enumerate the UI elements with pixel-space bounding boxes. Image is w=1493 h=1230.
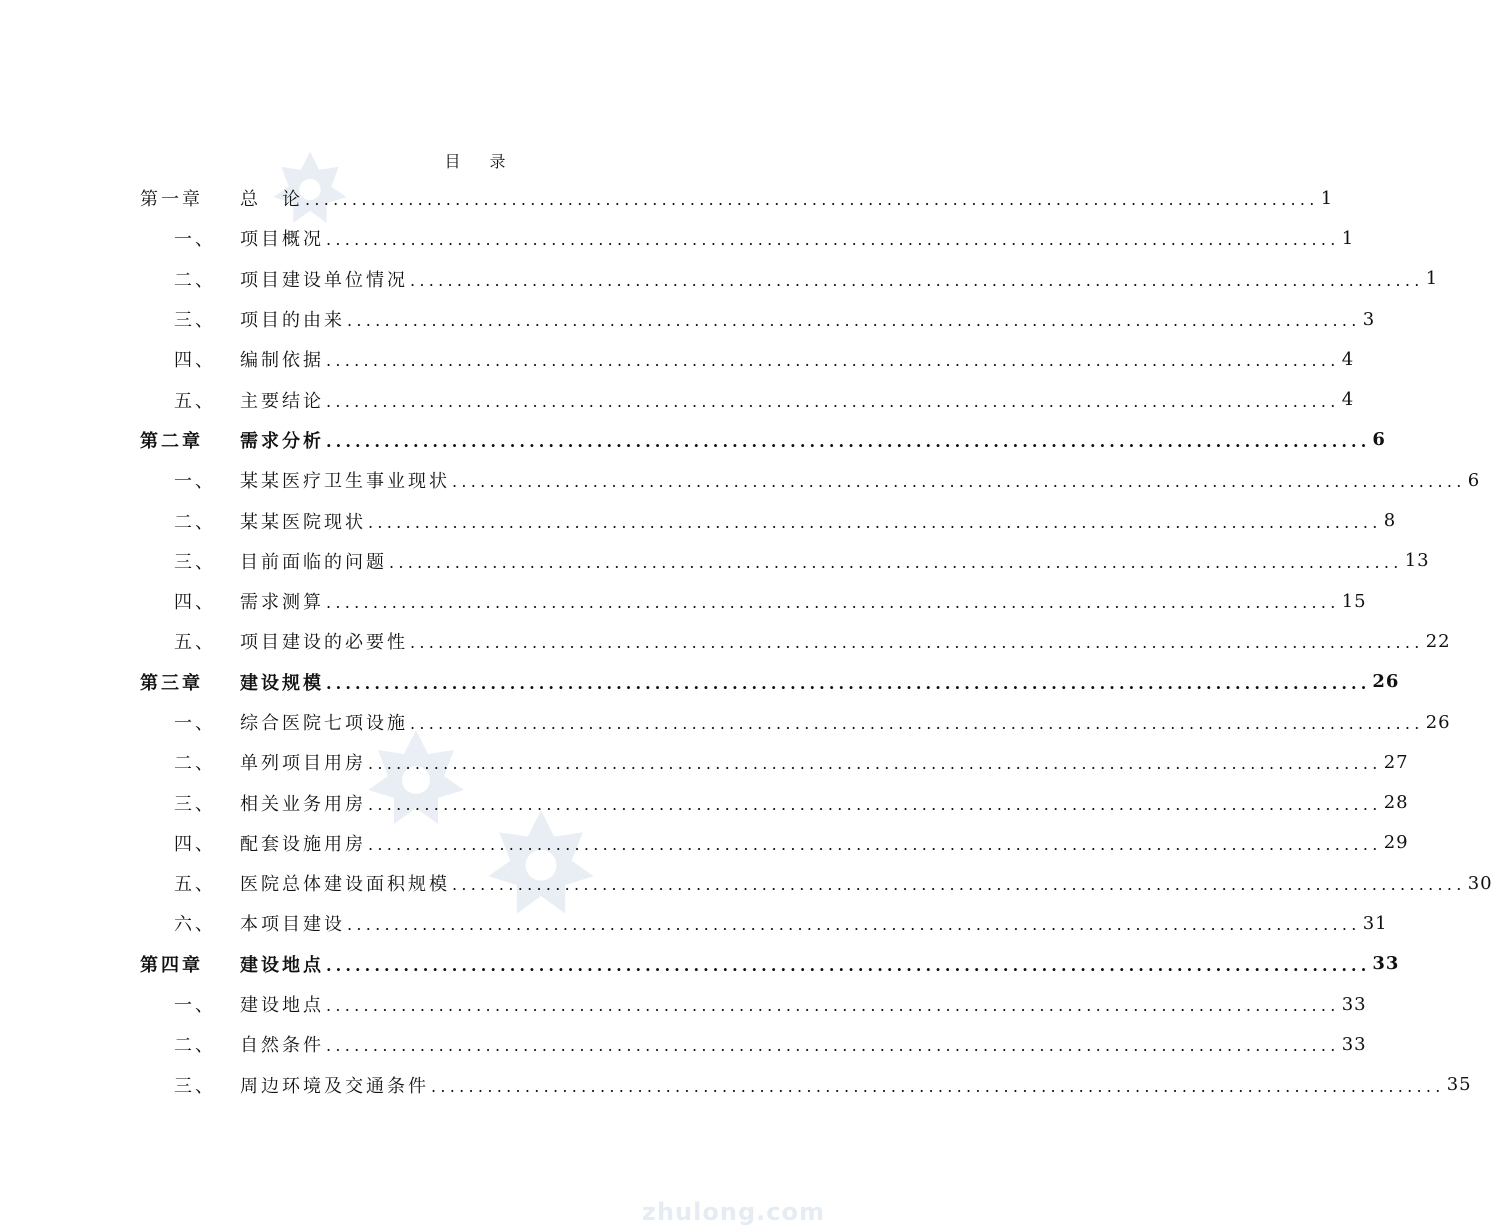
toc-entry-title: 建设规模	[240, 672, 324, 694]
toc-leader-dots: ............................................................................................................	[326, 230, 1340, 250]
toc-chapter-entry[interactable]	[140, 420, 1386, 460]
toc-entry-number: 五、	[174, 632, 216, 654]
toc-entry-title: 主要结论	[240, 390, 324, 412]
toc-leader-dots: ............................................................................................................	[452, 472, 1466, 492]
toc-title: 目 录	[444, 152, 518, 171]
toc-section-entry[interactable]	[140, 339, 1355, 379]
toc-section-entry[interactable]	[140, 259, 1439, 299]
toc-entry-number: 第二章	[140, 430, 203, 452]
toc-entry-number: 四、	[174, 833, 216, 855]
toc-entry-title: 本项目建设	[240, 914, 345, 936]
toc-page-number: 33	[1341, 993, 1367, 1015]
toc-leader-dots: ............................................................................................................	[326, 955, 1371, 975]
toc-page-number: 6	[1467, 469, 1481, 491]
toc-entry-title: 项目的由来	[240, 310, 345, 332]
toc-entry-title: 单列项目用房	[240, 753, 366, 775]
toc-entry-number: 五、	[174, 390, 216, 412]
toc-entry-title: 建设地点	[240, 995, 324, 1017]
toc-section-entry[interactable]	[140, 621, 1451, 661]
toc-leader-dots: ............................................................................................................	[410, 270, 1424, 290]
toc-leader-dots: ............................................................................................................	[326, 351, 1340, 371]
table-of-contents	[140, 178, 1493, 1105]
toc-entry-title: 项目建设单位情况	[240, 269, 408, 291]
toc-page-number: 30	[1467, 872, 1493, 894]
toc-page-number: 1	[1425, 268, 1439, 290]
toc-entry-title: 配套设施用房	[240, 833, 366, 855]
toc-entry-number: 三、	[174, 310, 216, 332]
toc-page-number: 4	[1341, 348, 1355, 370]
toc-entry-title: 某某医疗卫生事业现状	[240, 471, 450, 493]
toc-section-entry[interactable]	[140, 1024, 1367, 1064]
toc-leader-dots: ............................................................................................................	[305, 190, 1319, 210]
toc-section-entry[interactable]	[140, 1065, 1472, 1105]
toc-page-number: 26	[1372, 671, 1400, 693]
toc-entry-title: 综合医院七项设施	[240, 713, 408, 734]
toc-entry-number: 二、	[174, 269, 216, 291]
toc-entry-number: 三、	[174, 1075, 216, 1097]
toc-entry-number: 三、	[174, 793, 216, 815]
toc-leader-dots: ............................................................................................................	[389, 552, 1403, 572]
toc-entry-number: 一、	[174, 471, 216, 493]
toc-section-entry[interactable]	[140, 299, 1376, 339]
toc-section-entry[interactable]	[140, 581, 1367, 621]
toc-chapter-entry[interactable]	[140, 662, 1400, 702]
toc-leader-dots: ............................................................................................................	[368, 834, 1382, 854]
toc-page-number: 3	[1362, 308, 1376, 330]
toc-section-entry[interactable]	[140, 984, 1367, 1024]
toc-leader-dots: ............................................................................................................	[326, 996, 1340, 1016]
toc-page-number: 1	[1341, 227, 1355, 249]
toc-entry-number: 二、	[174, 1035, 216, 1057]
toc-chapter-entry[interactable]	[140, 178, 1334, 218]
toc-section-entry[interactable]	[140, 379, 1355, 419]
toc-entry-number: 三、	[174, 551, 216, 573]
toc-leader-dots: ............................................................................................................	[347, 311, 1361, 331]
toc-section-entry[interactable]	[140, 782, 1409, 822]
toc-section-entry[interactable]	[140, 541, 1430, 581]
toc-section-entry[interactable]	[140, 702, 1451, 742]
toc-entry-number: 一、	[174, 229, 216, 251]
toc-entry-title: 建设地点	[240, 954, 324, 976]
toc-entry-title: 总 论	[240, 189, 303, 211]
toc-section-entry[interactable]	[140, 218, 1355, 258]
toc-page-number: 29	[1383, 832, 1409, 854]
toc-page-number: 1	[1320, 187, 1334, 209]
toc-section-entry[interactable]	[140, 823, 1409, 863]
toc-entry-number: 四、	[174, 350, 216, 372]
toc-entry-number: 第一章	[140, 189, 203, 211]
toc-entry-title: 周边环境及交通条件	[240, 1075, 429, 1097]
toc-leader-dots: ............................................................................................................	[326, 1036, 1340, 1056]
toc-leader-dots: ............................................................................................................	[326, 391, 1340, 411]
toc-entry-number: 第三章	[140, 672, 203, 694]
toc-leader-dots: ............................................................................................................	[326, 431, 1371, 451]
toc-page-number: 22	[1425, 630, 1451, 652]
toc-chapter-entry[interactable]	[140, 944, 1400, 984]
toc-page-number: 8	[1383, 510, 1397, 532]
toc-page-number: 6	[1372, 429, 1386, 451]
toc-leader-dots: ............................................................................................................	[410, 633, 1424, 653]
toc-leader-dots: ............................................................................................................	[326, 673, 1371, 693]
toc-entry-number: 第四章	[140, 954, 203, 976]
toc-leader-dots: ............................................................................................................	[326, 593, 1340, 613]
toc-section-entry[interactable]	[140, 903, 1388, 943]
toc-section-entry[interactable]	[140, 500, 1397, 540]
toc-entry-title: 自然条件	[240, 1035, 324, 1057]
toc-page-number: 26	[1425, 711, 1451, 733]
toc-page-number: 4	[1341, 389, 1355, 411]
site-watermark: zhulong.com	[642, 1198, 825, 1226]
toc-entry-number: 二、	[174, 753, 216, 775]
toc-entry-title: 相关业务用房	[240, 793, 366, 815]
toc-page-number: 13	[1404, 550, 1430, 572]
toc-page-number: 31	[1362, 912, 1388, 934]
toc-entry-title: 需求分析	[240, 430, 324, 452]
toc-leader-dots: ............................................................................................................	[368, 794, 1382, 814]
toc-page-number: 33	[1341, 1033, 1367, 1055]
toc-page-number: 33	[1372, 953, 1400, 975]
toc-leader-dots: ............................................................................................................	[431, 1076, 1445, 1096]
toc-leader-dots: ............................................................................................................	[347, 915, 1361, 935]
toc-section-entry[interactable]	[140, 742, 1409, 782]
toc-leader-dots: ............................................................................................................	[410, 714, 1424, 733]
toc-entry-title: 目前面临的问题	[240, 551, 387, 573]
toc-entry-number: 五、	[174, 874, 216, 896]
toc-entry-title: 某某医院现状	[240, 511, 366, 533]
toc-page-number: 28	[1383, 792, 1409, 814]
toc-entry-number: 二、	[174, 511, 216, 533]
toc-entry-title: 编制依据	[240, 350, 324, 372]
toc-entry-title: 需求测算	[240, 592, 324, 614]
toc-entry-title: 医院总体建设面积规模	[240, 874, 450, 896]
toc-page-number: 35	[1446, 1074, 1472, 1096]
toc-entry-number: 四、	[174, 592, 216, 614]
toc-section-entry[interactable]	[140, 460, 1481, 500]
toc-leader-dots: ............................................................................................................	[452, 875, 1466, 895]
toc-entry-number: 一、	[174, 995, 216, 1017]
toc-entry-number: 六、	[174, 914, 216, 936]
toc-page-number: 15	[1341, 590, 1367, 612]
toc-page-number: 27	[1383, 751, 1409, 773]
toc-leader-dots: ............................................................................................................	[368, 754, 1382, 774]
toc-leader-dots: ............................................................................................................	[368, 512, 1382, 532]
toc-section-entry[interactable]	[140, 863, 1493, 903]
toc-entry-title: 项目概况	[240, 229, 324, 251]
toc-entry-title: 项目建设的必要性	[240, 632, 408, 654]
toc-entry-number: 一、	[174, 713, 216, 734]
